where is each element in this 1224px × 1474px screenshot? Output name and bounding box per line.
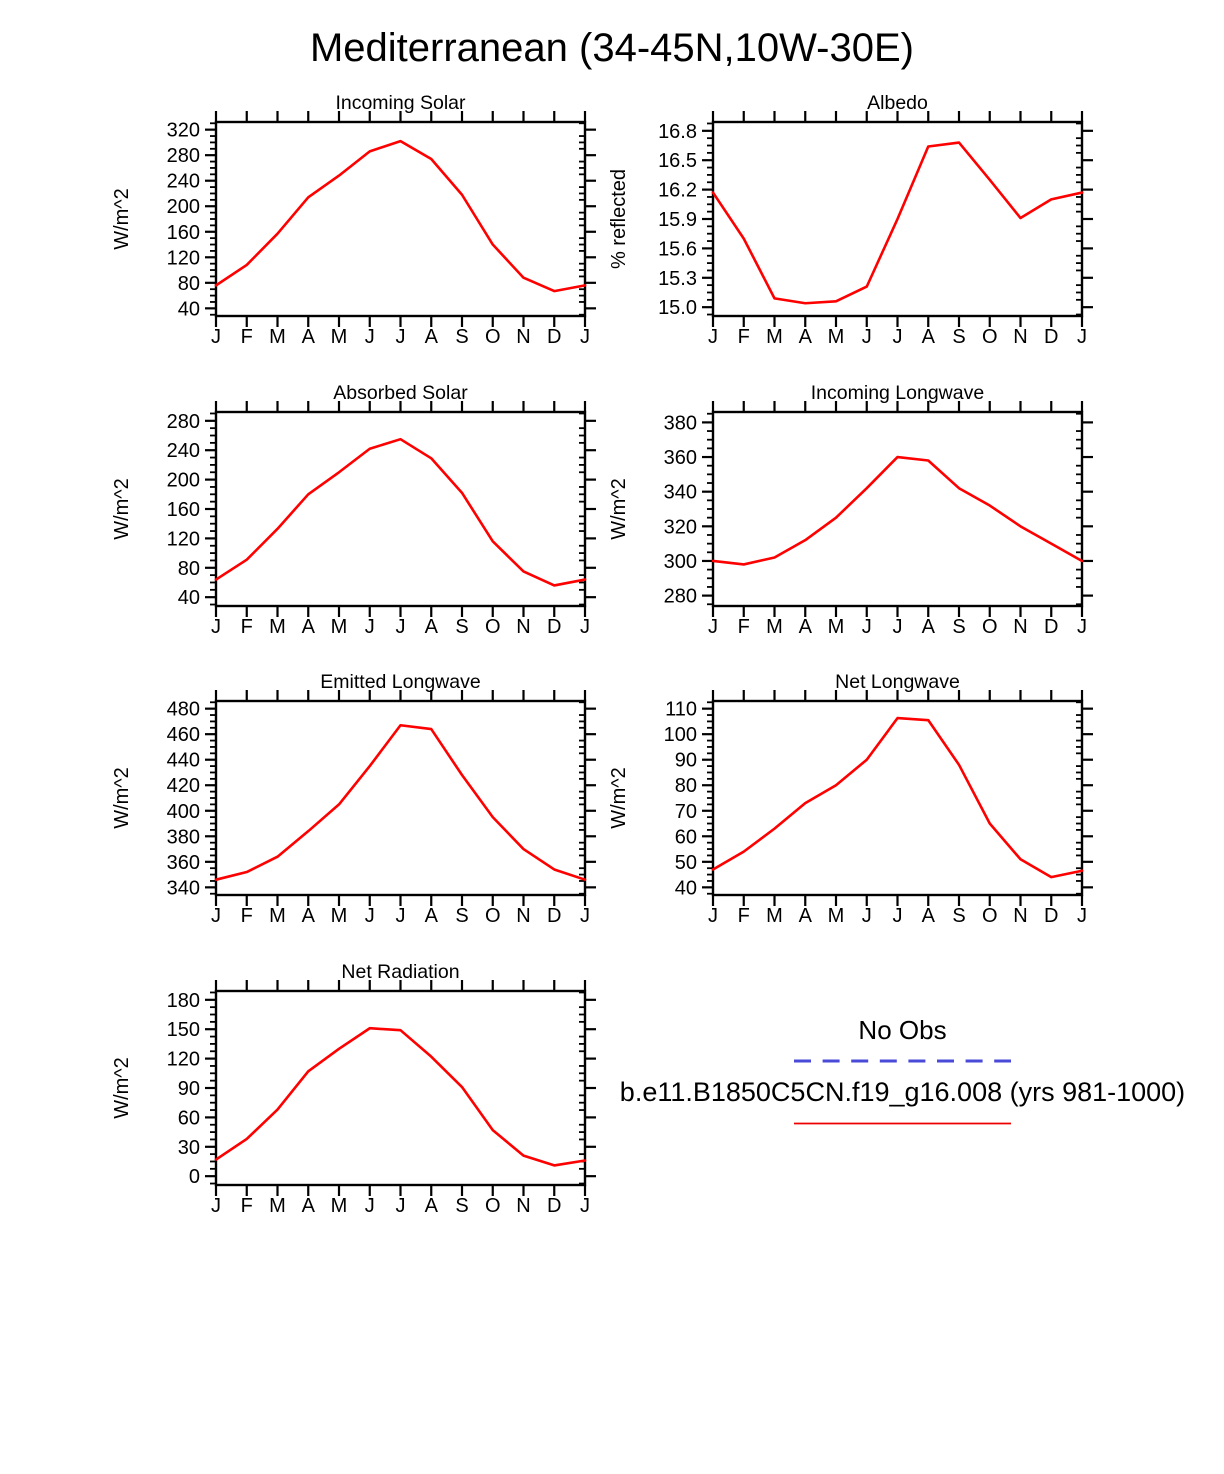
svg-text:N: N [516, 905, 531, 927]
svg-text:N: N [516, 616, 531, 638]
svg-text:M: M [269, 616, 286, 638]
svg-text:160: 160 [166, 499, 200, 521]
svg-text:S: S [952, 616, 966, 638]
svg-text:N: N [516, 1195, 531, 1217]
svg-text:16.8: 16.8 [658, 120, 697, 143]
svg-text:J: J [364, 905, 375, 927]
svg-text:Net Longwave: Net Longwave [835, 671, 960, 693]
svg-text:M: M [330, 616, 348, 638]
svg-text:J: J [892, 616, 903, 638]
svg-text:F: F [737, 616, 750, 638]
chart-absorbed-solar [96, 375, 606, 645]
svg-text:J: J [1077, 616, 1087, 638]
svg-text:W/m^2: W/m^2 [111, 1057, 133, 1119]
svg-text:440: 440 [166, 749, 200, 772]
svg-text:J: J [708, 905, 718, 927]
svg-text:M: M [269, 326, 286, 348]
svg-text:A: A [798, 616, 812, 638]
svg-text:A: A [301, 905, 315, 927]
svg-text:J: J [211, 326, 221, 348]
svg-text:J: J [395, 326, 406, 348]
svg-text:S: S [455, 616, 469, 638]
chart-net-longwave [593, 664, 1103, 934]
svg-text:F: F [737, 905, 750, 927]
svg-text:J: J [1077, 326, 1087, 348]
svg-text:110: 110 [665, 698, 697, 721]
svg-text:300: 300 [663, 550, 697, 573]
svg-text:340: 340 [663, 481, 697, 504]
svg-text:M: M [827, 326, 845, 348]
svg-text:J: J [211, 1195, 221, 1217]
svg-text:M: M [827, 616, 845, 638]
svg-text:S: S [952, 905, 966, 927]
svg-text:320: 320 [663, 516, 697, 539]
svg-text:120: 120 [166, 528, 200, 551]
svg-text:J: J [395, 1195, 406, 1217]
svg-text:D: D [1044, 326, 1059, 348]
svg-text:D: D [547, 1195, 562, 1217]
svg-text:N: N [516, 326, 531, 348]
svg-text:M: M [766, 616, 783, 638]
chart-emitted-longwave [96, 664, 606, 934]
svg-text:90: 90 [177, 1078, 200, 1100]
svg-text:F: F [240, 905, 253, 927]
svg-text:60: 60 [177, 1107, 200, 1130]
svg-text:A: A [921, 616, 935, 638]
svg-text:380: 380 [663, 412, 697, 435]
chart-net-radiation [96, 954, 606, 1224]
svg-text:J: J [1077, 905, 1087, 927]
svg-text:15.6: 15.6 [658, 238, 697, 261]
svg-text:120: 120 [166, 247, 200, 270]
svg-text:F: F [240, 1195, 253, 1217]
legend-model-label: b.e11.B1850C5CN.f19_g16.008 (yrs 981-1000) [619, 1077, 1186, 1107]
svg-text:400: 400 [166, 800, 200, 823]
svg-text:O: O [484, 1195, 501, 1217]
svg-text:240: 240 [166, 170, 200, 193]
svg-text:S: S [952, 326, 966, 348]
svg-text:M: M [330, 905, 348, 927]
svg-text:J: J [580, 616, 590, 638]
svg-text:A: A [424, 905, 438, 927]
svg-text:A: A [424, 1195, 438, 1217]
svg-text:M: M [827, 905, 845, 927]
svg-text:O: O [484, 326, 501, 348]
chart-incoming-solar [96, 85, 606, 355]
svg-text:N: N [1013, 616, 1028, 638]
svg-text:120: 120 [166, 1048, 200, 1071]
chart-albedo [593, 85, 1103, 355]
svg-text:150: 150 [166, 1019, 200, 1042]
svg-text:O: O [484, 616, 501, 638]
svg-text:M: M [330, 1195, 348, 1217]
svg-text:J: J [861, 616, 872, 638]
legend [590, 1005, 1215, 1175]
svg-text:Net Radiation: Net Radiation [341, 961, 460, 983]
svg-text:S: S [455, 326, 469, 348]
svg-text:0: 0 [188, 1166, 200, 1189]
svg-text:J: J [395, 616, 406, 638]
svg-text:180: 180 [166, 989, 200, 1012]
svg-text:90: 90 [674, 749, 697, 772]
svg-text:50: 50 [674, 851, 697, 874]
svg-text:J: J [211, 616, 221, 638]
svg-text:A: A [921, 326, 935, 348]
svg-text:160: 160 [166, 221, 200, 244]
svg-text:360: 360 [166, 851, 200, 874]
svg-text:Incoming Solar: Incoming Solar [335, 92, 466, 114]
svg-text:% reflected: % reflected [608, 168, 630, 270]
svg-text:Absorbed Solar: Absorbed Solar [333, 382, 468, 404]
svg-text:380: 380 [166, 826, 200, 849]
svg-text:N: N [1013, 326, 1028, 348]
svg-text:30: 30 [177, 1136, 200, 1159]
svg-text:S: S [455, 905, 469, 927]
svg-text:Emitted Longwave: Emitted Longwave [320, 671, 481, 693]
svg-text:240: 240 [166, 440, 200, 463]
svg-text:100: 100 [663, 724, 697, 747]
svg-text:70: 70 [674, 800, 697, 823]
page-title: Mediterranean (34-45N,10W-30E) [309, 26, 914, 70]
svg-text:F: F [240, 326, 253, 348]
svg-text:W/m^2: W/m^2 [111, 478, 133, 540]
svg-text:W/m^2: W/m^2 [111, 188, 133, 250]
legend-obs-dashed-line [794, 1059, 1011, 1063]
svg-text:80: 80 [177, 557, 200, 580]
svg-text:M: M [766, 326, 783, 348]
svg-text:D: D [547, 326, 562, 348]
svg-text:W/m^2: W/m^2 [111, 767, 133, 829]
svg-text:15.9: 15.9 [658, 209, 697, 231]
svg-text:480: 480 [166, 698, 200, 721]
svg-text:D: D [1044, 616, 1059, 638]
svg-text:O: O [484, 905, 501, 927]
svg-text:D: D [1044, 905, 1059, 927]
svg-text:J: J [364, 326, 375, 348]
svg-text:320: 320 [166, 119, 200, 142]
svg-text:15.0: 15.0 [658, 297, 697, 320]
svg-text:O: O [981, 326, 998, 348]
svg-text:M: M [766, 905, 783, 927]
svg-text:J: J [364, 616, 375, 638]
svg-text:N: N [1013, 905, 1028, 927]
svg-text:360: 360 [663, 447, 697, 470]
svg-text:60: 60 [674, 826, 697, 849]
svg-text:A: A [301, 326, 315, 348]
svg-text:J: J [580, 326, 590, 348]
chart-incoming-longwave [593, 375, 1103, 645]
svg-text:A: A [301, 1195, 315, 1217]
svg-text:420: 420 [166, 775, 200, 798]
svg-text:460: 460 [166, 724, 200, 747]
svg-text:16.5: 16.5 [658, 150, 697, 173]
svg-text:A: A [424, 616, 438, 638]
svg-text:J: J [580, 1195, 590, 1217]
svg-text:J: J [892, 326, 903, 348]
svg-text:J: J [861, 326, 872, 348]
svg-text:D: D [547, 905, 562, 927]
svg-text:D: D [547, 616, 562, 638]
svg-text:S: S [455, 1195, 469, 1217]
svg-text:O: O [981, 905, 998, 927]
svg-text:340: 340 [166, 877, 200, 900]
svg-text:A: A [424, 326, 438, 348]
svg-text:M: M [269, 1195, 286, 1217]
svg-text:16.2: 16.2 [658, 179, 697, 202]
legend-model-solid-line [794, 1122, 1011, 1125]
svg-text:Albedo: Albedo [867, 92, 928, 114]
svg-text:A: A [301, 616, 315, 638]
svg-text:O: O [981, 616, 998, 638]
svg-text:Incoming Longwave: Incoming Longwave [810, 382, 985, 404]
svg-text:A: A [798, 326, 812, 348]
svg-text:280: 280 [663, 585, 697, 608]
svg-text:W/m^2: W/m^2 [608, 478, 630, 540]
svg-text:80: 80 [674, 775, 697, 798]
svg-text:280: 280 [166, 410, 200, 433]
svg-text:J: J [364, 1195, 375, 1217]
svg-text:M: M [269, 905, 286, 927]
svg-text:J: J [708, 326, 718, 348]
svg-text:200: 200 [166, 469, 200, 492]
svg-text:J: J [861, 905, 872, 927]
svg-text:J: J [580, 905, 590, 927]
svg-text:J: J [211, 905, 221, 927]
svg-text:A: A [921, 905, 935, 927]
svg-text:J: J [708, 616, 718, 638]
svg-text:200: 200 [166, 196, 200, 219]
svg-text:J: J [395, 905, 406, 927]
svg-text:M: M [330, 326, 348, 348]
svg-text:F: F [240, 616, 253, 638]
svg-text:15.3: 15.3 [658, 267, 697, 290]
svg-text:40: 40 [177, 587, 200, 610]
svg-text:40: 40 [177, 298, 200, 321]
svg-text:280: 280 [166, 145, 200, 168]
svg-text:40: 40 [674, 877, 697, 900]
legend-obs-label: No Obs [858, 1015, 947, 1045]
svg-text:A: A [798, 905, 812, 927]
svg-text:80: 80 [177, 272, 200, 295]
svg-text:J: J [892, 905, 903, 927]
svg-text:F: F [737, 326, 750, 348]
svg-text:W/m^2: W/m^2 [608, 767, 630, 829]
